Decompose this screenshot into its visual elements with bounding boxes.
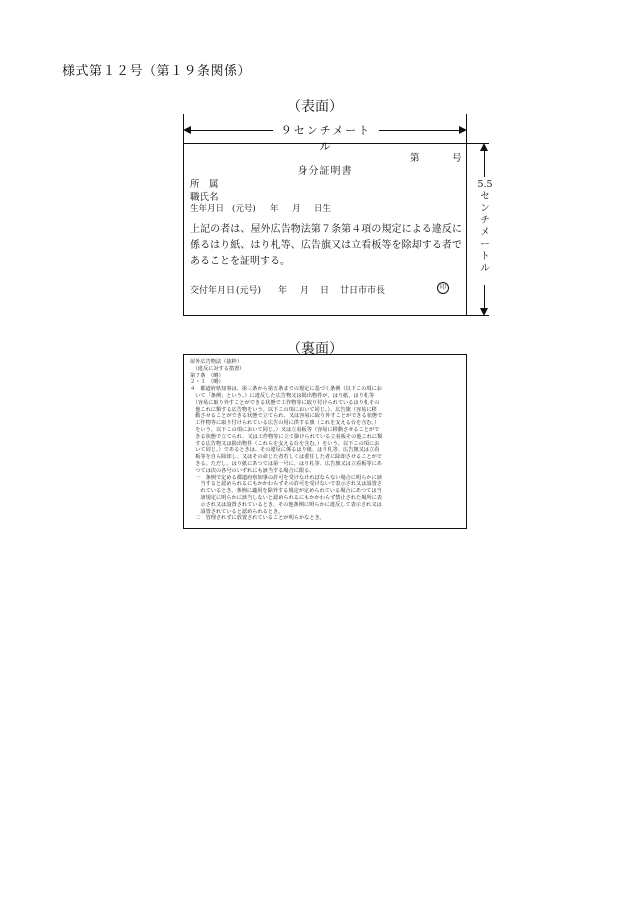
issue-year: 年	[278, 286, 288, 296]
law-text-line: 板等を自ら除却し、又はその命じた者若しくは委任した者に除却させることがで	[190, 454, 382, 461]
dimension-line	[484, 285, 485, 308]
width-dimension-label: ９センチメートル	[280, 124, 372, 153]
law-text-line: する広告物又は掲出物件（これらを支える台を含む。）をいう。以下この項にお	[190, 440, 380, 447]
back-side-label: （裏面）	[287, 341, 343, 357]
law-text-line: きる状態で立てられ、又は工作物等に立て掛けられている立看板その他これに類	[190, 433, 383, 440]
law-text-line: きる。ただし、はり紙にあつては第一号に、はり札等、広告旗又は立看板等にあ	[190, 460, 382, 467]
issuer-name: 廿日市市長	[340, 286, 386, 296]
law-text-line: 該規定に明らかに該当しないと認められるにもかかわらず禁止された場所に表	[190, 494, 382, 501]
issue-date-label: 交付年月日	[190, 286, 236, 296]
height-dimension-label: 5.5 セ ン チ メ ー ト ル	[477, 179, 493, 274]
arrow-down-icon	[480, 308, 488, 316]
arrow-up-icon	[480, 143, 488, 151]
arrow-right-icon	[459, 126, 467, 134]
law-text-line: 動させることができる状態で立てられ、又は容易に取り外すことができる状態で	[190, 413, 383, 420]
law-text-line: ２・３ （略）	[190, 379, 224, 386]
law-text-line: （違反に対する措置）	[190, 365, 245, 372]
number-prefix: 第	[410, 153, 420, 164]
issue-month: 月	[300, 286, 310, 296]
dimension-line	[379, 130, 463, 131]
front-side-label: （表面）	[287, 99, 343, 115]
birthdate-month: 月	[292, 204, 301, 214]
seal-icon: 印	[437, 282, 449, 294]
card-title: 身分証明書	[297, 166, 353, 177]
id-card-back	[183, 354, 467, 529]
birthdate-year: 年	[270, 204, 279, 214]
law-text-line: 他これに類する広告物をいう。以下この項において同じ。）、広告旗（容易に移	[190, 406, 377, 413]
issue-day: 日	[320, 286, 330, 296]
birthdate-day: 日生	[314, 204, 332, 214]
id-card-front	[183, 143, 467, 316]
birthdate-era: (元号)	[232, 204, 256, 214]
dimension-line	[187, 130, 273, 131]
height-dimension	[477, 143, 495, 316]
law-text-line: 設置されていると認められるとき。	[190, 508, 284, 515]
affiliation-label: 所 属	[190, 179, 219, 190]
number-suffix: 号	[452, 153, 462, 164]
law-text-line: れているとき、条例に適用を除外する規定が定められている場合にあつては当	[190, 488, 382, 495]
law-text-line: 二 管理されずに放置されていることが明らかなとき。	[190, 515, 325, 522]
law-text-line: 示され又は設置されているとき、その他条例に明らかに違反して表示され又は	[190, 501, 382, 508]
law-text-line: 当すると認められるにもかかわらずその許可を受けないで表示され又は設置さ	[190, 481, 382, 488]
birthdate-label: 生年月日	[190, 204, 225, 214]
law-text-line: いて同じ。）であるときは、その違反に係るはり紙、はり札等、広告旗又は立看	[190, 447, 380, 454]
certification-text: 上記の者は、屋外広告物法第７条第４項の規定による違反に係るはり紙、はり札等、広告旗又は立看板等を除却する者であることを証明する。	[190, 224, 462, 267]
issue-era: (元号)	[236, 286, 262, 296]
dimension-line	[484, 151, 485, 177]
law-text-line: ４ 都道府県知事は、第三条から第五条までの規定に基づく条例（以下この項にお	[190, 386, 382, 393]
law-text-line: つては次の各号のいずれにも該当する場合に限る。	[190, 467, 315, 474]
width-dimension	[183, 122, 467, 153]
form-number-heading: 様式第１２号（第１９条関係）	[62, 64, 252, 79]
law-text-line: をいう。以下この項において同じ。）又は立看板等（容易に移動させることがで	[190, 426, 380, 433]
law-text-line: 工作物等に取り付けられている広告の用に供する旗（これを支える台を含む。）	[190, 420, 380, 427]
name-label: 職氏名	[190, 192, 219, 203]
law-text-line: （容易に取り外すことができる状態で工作物等に取り付けられているはり札その	[190, 399, 380, 406]
law-text-line: いて「条例」という。）に違反した広告物又は掲出物件が、はり紙、はり札等	[190, 392, 375, 399]
law-text-line: 一 条例で定める都道府県知事の許可を受けなければならない場合に明らかに該	[190, 474, 382, 481]
law-text-line: 第７条 （略）	[190, 372, 224, 379]
law-text-line: 屋外広告物法（抜粋）	[190, 359, 242, 365]
